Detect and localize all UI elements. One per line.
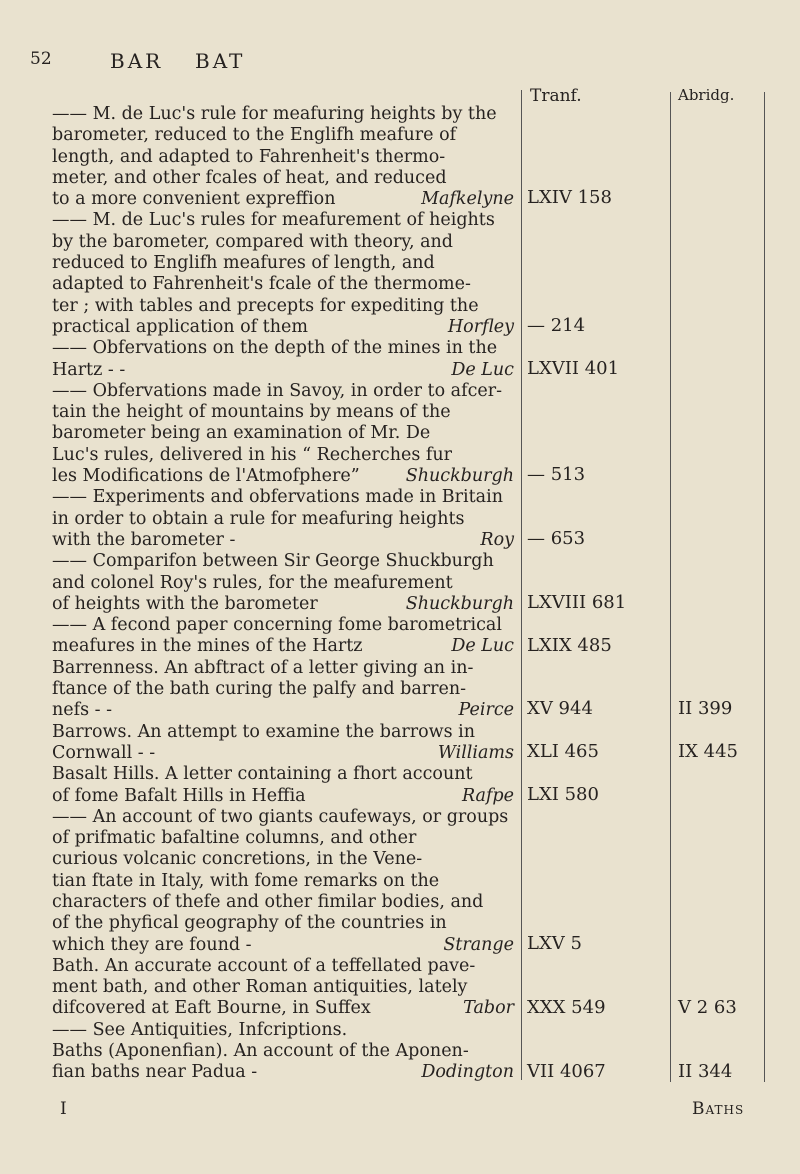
- entry-line: —— Obfervations on the depth of the mines in the: [52, 338, 498, 359]
- entry-line: Barrows. An attempt to examine the barrows in: [52, 721, 476, 742]
- entry-line: Basalt Hills. A letter containing a fhort account: [52, 764, 473, 785]
- entry-line: nefs - - Peirce: [52, 700, 514, 721]
- entry-author: De Luc: [451, 636, 514, 657]
- transactions-reference: LXVII 401: [527, 357, 620, 379]
- transactions-reference: LXV 5: [527, 932, 582, 954]
- entry-author: Horfley: [447, 316, 514, 337]
- entry-line: and colonel Roy's rules, for the meafurement: [52, 572, 453, 593]
- index-entry: [52, 381, 514, 487]
- entry-line: les Modifications de l'Atmofphere” Shuckburgh: [52, 466, 514, 487]
- running-head-left: BAR: [110, 49, 164, 73]
- entry-line: —— Comparifon between Sir George Shuckburgh: [52, 551, 494, 572]
- entry-line: Luc's rules, delivered in his “ Recherches fur: [52, 444, 452, 465]
- entry-author: Dodington: [421, 1062, 514, 1083]
- entry-line: reduced to Englifh meafures of length, and: [52, 253, 435, 274]
- catchword: Baths: [692, 1099, 745, 1119]
- abridgment-reference: V 2 63: [678, 996, 737, 1018]
- index-entry: [52, 1020, 514, 1041]
- entry-author: Tabor: [463, 998, 514, 1019]
- index-entry: [52, 338, 514, 381]
- transactions-reference: — 214: [527, 315, 586, 336]
- entry-author: Rafpe: [461, 785, 514, 806]
- entry-line: —— M. de Luc's rule for meafuring heights by the: [52, 104, 497, 124]
- entry-line: with the barometer - Roy: [52, 529, 514, 550]
- entry-line: —— Experiments and obfervations made in Britain: [52, 487, 503, 508]
- running-head-right: BAT: [195, 49, 246, 73]
- entry-line: in order to obtain a rule for meafuring heights: [52, 508, 465, 529]
- entry-line: of prifmatic bafaltine columns, and other: [52, 828, 417, 849]
- column-head-abridgment: Abridg.: [678, 86, 735, 104]
- entry-author: Strange: [443, 934, 514, 955]
- entry-line: —— An account of two giants caufeways, or groups: [52, 806, 509, 827]
- entry-author: Shuckburgh: [405, 466, 514, 487]
- entry-line: barometer, reduced to the Englifh meafure of: [52, 125, 457, 146]
- index-entry: [52, 722, 514, 765]
- index-entry: [52, 487, 514, 551]
- index-entry: [52, 658, 514, 722]
- entry-line: —— Obfervations made in Savoy, in order to afcer-: [52, 380, 503, 401]
- entry-line: difcovered at Eaft Bourne, in Suffex Tabor: [52, 998, 514, 1019]
- transactions-reference: LXVIII 681: [527, 591, 627, 613]
- entry-line: by the barometer, compared with theory, and: [52, 231, 453, 252]
- index-entries: [52, 104, 514, 1084]
- entry-line: of heights with the barometer Shuckburgh: [52, 593, 514, 614]
- index-entry: [52, 764, 514, 807]
- entry-line: ftance of the bath curing the palfy and barren-: [52, 679, 467, 700]
- signature-mark: I: [60, 1099, 67, 1119]
- entry-line: adapted to Fahrenheit's fcale of the thermome-: [52, 274, 471, 295]
- entry-line: practical application of them Horfley: [52, 316, 514, 337]
- entry-line: which they are found - Strange: [52, 934, 514, 955]
- entry-line: curious volcanic concretions, in the Vene-: [52, 849, 423, 870]
- entry-line: Barrenness. An abftract of a letter giving an in-: [52, 657, 474, 678]
- column-rule: [764, 92, 765, 1082]
- transactions-reference: LXI 580: [527, 783, 599, 805]
- entry-line: length, and adapted to Fahrenheit's thermo-: [52, 146, 446, 167]
- entry-line: ment bath, and other Roman antiquities, lately: [52, 977, 468, 998]
- transactions-reference: LXIV 158: [527, 187, 612, 209]
- entry-line: —— A fecond paper concerning fome barometrical: [52, 615, 502, 636]
- entry-line: —— See Antiquities, Infcriptions.: [52, 1019, 348, 1040]
- page-number: 52: [30, 49, 52, 69]
- entry-line: meter, and other fcales of heat, and reduced: [52, 167, 447, 188]
- index-entry: [52, 210, 514, 338]
- transactions-reference: XLI 465: [527, 741, 599, 762]
- transactions-reference: XV 944: [527, 698, 593, 720]
- column-rule: [670, 92, 671, 1082]
- index-entry: [52, 551, 514, 615]
- transactions-reference: LXIX 485: [527, 634, 612, 656]
- index-entry: [52, 615, 514, 658]
- index-entry: [52, 807, 514, 956]
- entry-author: Williams: [437, 742, 514, 763]
- entry-line: Bath. An accurate account of a teffellated pave-: [52, 955, 476, 976]
- entry-author: De Luc: [451, 359, 514, 380]
- transactions-reference: — 513: [527, 464, 586, 486]
- entry-line: —— M. de Luc's rules for meafurement of heights: [52, 210, 495, 231]
- entry-author: Roy: [480, 529, 514, 550]
- entry-line: Cornwall - - Williams: [52, 742, 514, 763]
- column-head-transactions: Tranf.: [530, 86, 582, 106]
- entry-line: of the phyfical geography of the countries in: [52, 913, 447, 934]
- entry-author: Peirce: [458, 700, 514, 721]
- abridgment-reference: II 399: [678, 698, 733, 720]
- entry-author: Mafkelyne: [421, 189, 514, 210]
- entry-line: tian ftate in Italy, with fome remarks on the: [52, 870, 440, 891]
- entry-line: barometer being an examination of Mr. De: [52, 423, 431, 444]
- transactions-reference: — 653: [527, 528, 586, 549]
- transactions-reference: XXX 549: [527, 996, 606, 1018]
- abridgment-reference: II 344: [678, 1060, 733, 1082]
- entry-line: ter ; with tables and precepts for expediting the: [52, 295, 479, 316]
- entry-line: tain the height of mountains by means of the: [52, 402, 451, 423]
- index-entry: [52, 956, 514, 1020]
- entry-author: Shuckburgh: [405, 593, 514, 614]
- column-rule: [521, 90, 522, 1080]
- index-entry: [52, 104, 514, 210]
- entry-line: to a more convenient expreffion Mafkelyne: [52, 189, 514, 210]
- transactions-reference: VII 4067: [527, 1060, 606, 1082]
- index-entry: [52, 1041, 514, 1084]
- entry-line: Baths (Aponenfian). An account of the Aponen-: [52, 1041, 469, 1062]
- abridgment-reference: IX 445: [678, 741, 739, 762]
- entry-line: of fome Bafalt Hills in Heffia Rafpe: [52, 785, 514, 806]
- entry-line: fian baths near Padua - Dodington: [52, 1062, 514, 1083]
- entry-line: meafures in the mines of the Hartz De Luc: [52, 636, 514, 657]
- entry-line: Hartz - - De Luc: [52, 359, 514, 380]
- entry-line: characters of thefe and other fimilar bodies, and: [52, 891, 484, 912]
